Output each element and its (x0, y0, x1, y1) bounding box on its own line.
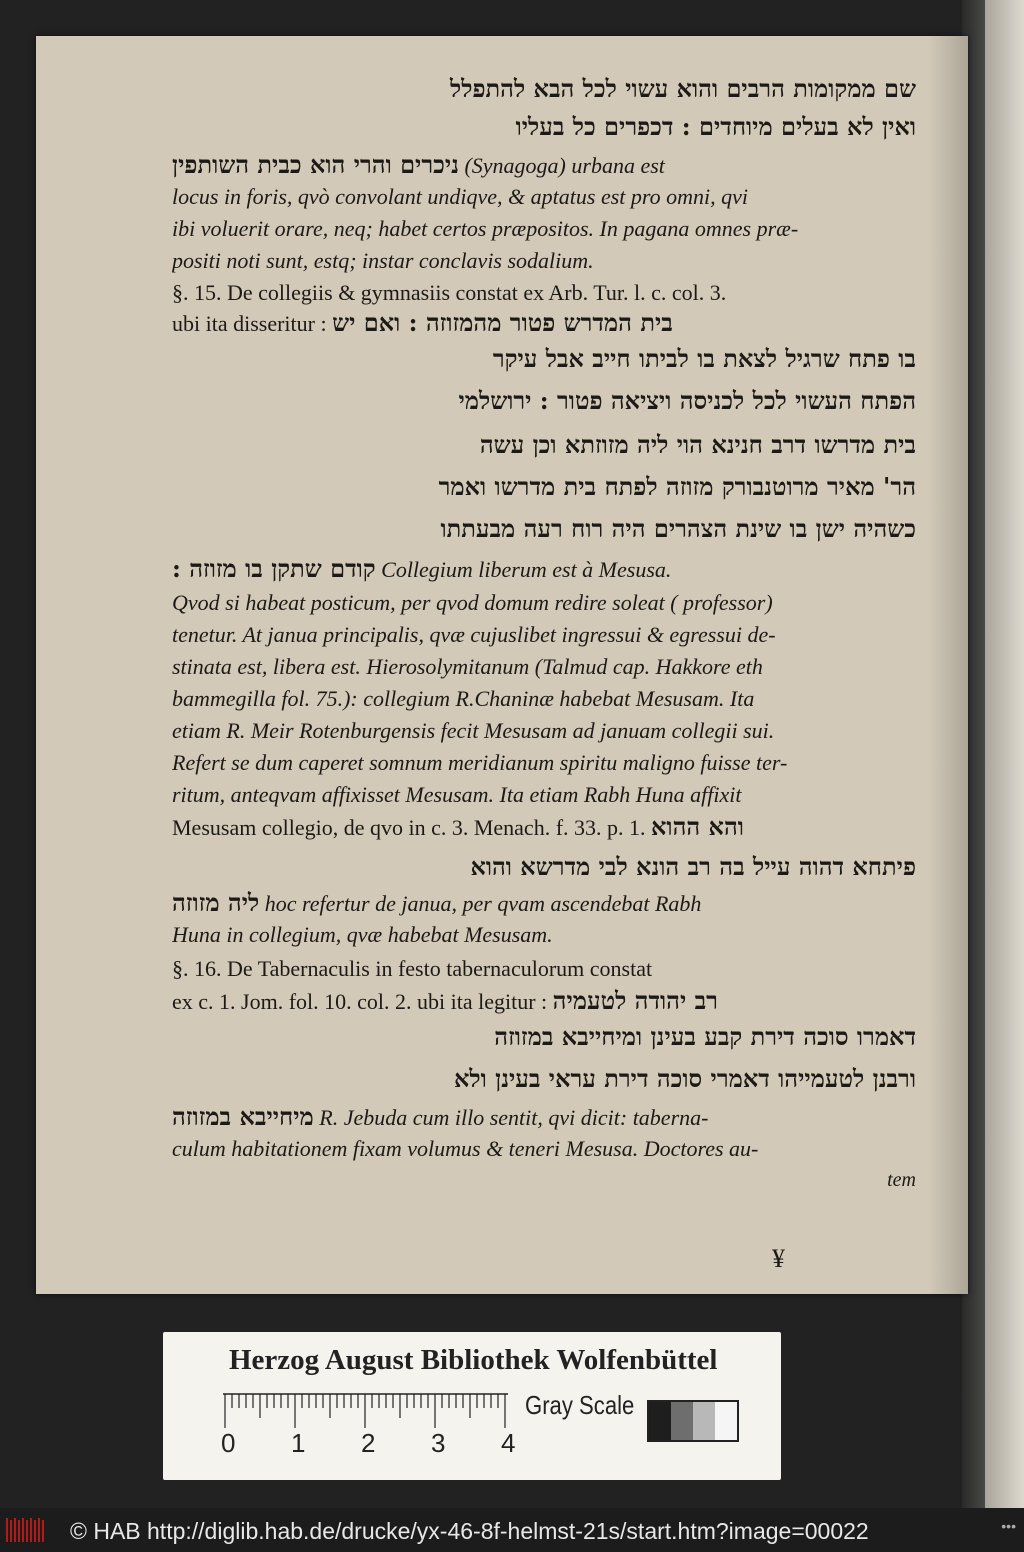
text-line (172, 1102, 916, 1133)
latin-text: R. Jebuda cum illo sentit, qvi dicit: taberna- (313, 1105, 709, 1130)
library-color-card (163, 1332, 781, 1480)
text-line (172, 74, 916, 105)
hebrew-text: והא ההוא (651, 812, 744, 841)
latin-text: ubi ita disseritur : (172, 311, 333, 336)
ruler-number: 4 (501, 1428, 516, 1458)
text-line (172, 1134, 916, 1164)
hebrew-text: מיחייבא במזוזה (172, 1102, 314, 1131)
text-line (172, 386, 916, 417)
gray-scale-label: Gray Scale (525, 1390, 635, 1420)
ruler-number: 3 (431, 1428, 446, 1458)
hebrew-text: רב יהודה לטעמיה (552, 986, 718, 1015)
hebrew-text: שם ממקומות הרבים והוא עשוי לכל הבא להתפלל (450, 74, 916, 103)
text-line (172, 472, 916, 503)
latin-text: hoc refertur de janua, per qvam ascendebat Rabh (259, 891, 702, 916)
gray-swatch (649, 1402, 671, 1440)
text-line (172, 112, 916, 143)
text-line (172, 1064, 916, 1095)
ruler-scale (223, 1390, 513, 1430)
more-options-icon[interactable]: ••• (1001, 1518, 1016, 1534)
text-line (772, 1244, 852, 1275)
hebrew-text: : קודם שתקן בו מזוזה (172, 554, 376, 583)
hebrew-text: בית מדרשו דרב חנינא הוי ליה מזוזתא וכן עשה (479, 430, 916, 459)
text-line (172, 344, 916, 375)
gray-swatch (715, 1402, 737, 1440)
latin-text: culum habitationem fixam volumus & teneri Mesusa. Doctores au- (172, 1136, 759, 1161)
ruler-number: 1 (291, 1428, 306, 1458)
text-line (172, 430, 916, 461)
latin-text: positi noti sunt, estq; instar conclavis sodalium. (172, 248, 594, 273)
latin-text: locus in foris, qvò convolant undiqve, & aptatus est pro omni, qvi (172, 184, 749, 209)
text-line (172, 554, 916, 585)
logo-bar (10, 1520, 12, 1542)
logo-bar (22, 1518, 24, 1542)
text-line (172, 748, 916, 778)
latin-text: §. 16. De Tabernaculis in festo tabernaculorum constat (172, 956, 653, 981)
text-line (172, 182, 916, 212)
text-line (172, 246, 916, 276)
text-line (172, 954, 916, 984)
hebrew-text: כשהיה ישן בו שינת הצהרים היה רוח רעה מבעתתו (440, 514, 916, 543)
text-line (172, 1022, 916, 1053)
text-line (172, 780, 916, 810)
library-name: Herzog August Bibliothek Wolfenbüttel (229, 1344, 718, 1376)
text-line (172, 684, 916, 714)
text-line (172, 514, 916, 545)
hab-logo-icon[interactable] (4, 1516, 48, 1544)
ruler-numbers (221, 1428, 521, 1464)
text-line (172, 278, 916, 308)
logo-bar (42, 1520, 44, 1542)
text-line (172, 888, 916, 919)
text-line (172, 852, 916, 883)
latin-text: ritum, anteqvam affixisset Mesusam. Ita etiam Rabh Huna affixit (172, 782, 742, 807)
latin-text: ex c. 1. Jom. fol. 10. col. 2. ubi ita legitur : (172, 989, 553, 1014)
latin-text: §. 15. De collegiis & gymnasiis constat ex Arb. Tur. l. c. col. 3. (172, 280, 727, 305)
logo-bar (18, 1520, 20, 1542)
latin-text: etiam R. Meir Rotenburgensis fecit Mesusam ad januam collegii sui. (172, 718, 775, 743)
hebrew-text: פיתחא דהוה עייל בה רב הונא לבי מדרשא והוא (470, 852, 916, 881)
adjacent-page-edge-light (985, 0, 1024, 1508)
logo-bar (30, 1518, 32, 1542)
text-line (172, 214, 916, 244)
hebrew-text: דאמרו סוכה דירת קבע בעינן ומיחייבא במזוזה (494, 1022, 916, 1051)
gray-swatch (671, 1402, 693, 1440)
latin-text: ibi voluerit orare, neq; habet certos præpositos. In pagana omnes præ- (172, 216, 799, 241)
logo-bar (14, 1518, 16, 1542)
text-line (172, 588, 916, 618)
gray-scale-swatches (647, 1400, 739, 1442)
hebrew-text: ליה מזוזה (172, 888, 260, 917)
latin-text: ¥ (772, 1244, 785, 1273)
text-line (172, 620, 916, 650)
text-line (172, 812, 916, 843)
text-line (172, 986, 916, 1017)
latin-text: stinata est, libera est. Hierosolymitanum (Talmud cap. Hakkore eth (172, 654, 763, 679)
logo-bar (26, 1520, 28, 1542)
copyright-url[interactable]: © HAB http://diglib.hab.de/drucke/yx-46-8f-helmst-21s/start.htm?image=00022 (70, 1518, 869, 1544)
ruler-number: 2 (361, 1428, 376, 1458)
text-line (172, 150, 916, 181)
text-line (172, 716, 916, 746)
ruler-number: 0 (221, 1428, 236, 1458)
latin-text: Collegium liberum est à Mesusa. (375, 557, 672, 582)
hebrew-text: ואין לא בעלים מיוחדים : דכפרים כל בעליו (515, 112, 916, 141)
text-line (172, 652, 916, 682)
text-line (172, 1164, 916, 1195)
logo-bar (38, 1518, 40, 1542)
hebrew-text: ורבנן לטעמייהו דאמרי סוכה דירת עראי בעינן ולא (453, 1064, 916, 1093)
latin-text: Refert se dum caperet somnum meridianum spiritu maligno fuisse ter- (172, 750, 788, 775)
hebrew-text: בית המדרש פטור מהמזוזה : ואם יש (332, 308, 673, 337)
text-line (172, 308, 916, 339)
latin-text: tenetur. At janua principalis, qvæ cujuslibet ingressui & egressui de- (172, 622, 776, 647)
viewer-footer (0, 1508, 1024, 1552)
hebrew-text: בו פתח שרגיל לצאת בו לביתו חייב אבל עיקר (492, 344, 916, 373)
hebrew-text: הפתח העשוי לכל לכניסה ויציאה פטור : ירושלמי (458, 386, 916, 415)
latin-text: Qvod si habeat posticum, per qvod domum redire soleat ( professor) (172, 590, 773, 615)
page-shadow (928, 36, 968, 1294)
text-line (172, 920, 916, 950)
latin-text: Huna in collegium, qvæ habebat Mesusam. (172, 922, 553, 947)
gray-swatch (693, 1402, 715, 1440)
hebrew-text: ניכרים והרי הוא כבית השותפין (172, 150, 459, 179)
logo-bar (34, 1520, 36, 1542)
logo-bar (6, 1518, 8, 1542)
latin-text: (Synagoga) urbana est (458, 153, 665, 178)
latin-text: bammegilla fol. 75.): collegium R.Chaninæ habebat Mesusam. Ita (172, 686, 755, 711)
latin-text: Mesusam collegio, de qvo in c. 3. Menach. f. 33. p. 1. (172, 815, 652, 840)
latin-text: tem (887, 1169, 916, 1191)
hebrew-text: הר' מאיר מרוטנבורק מזוזה לפתח בית מדרשו ואמר (438, 472, 916, 501)
